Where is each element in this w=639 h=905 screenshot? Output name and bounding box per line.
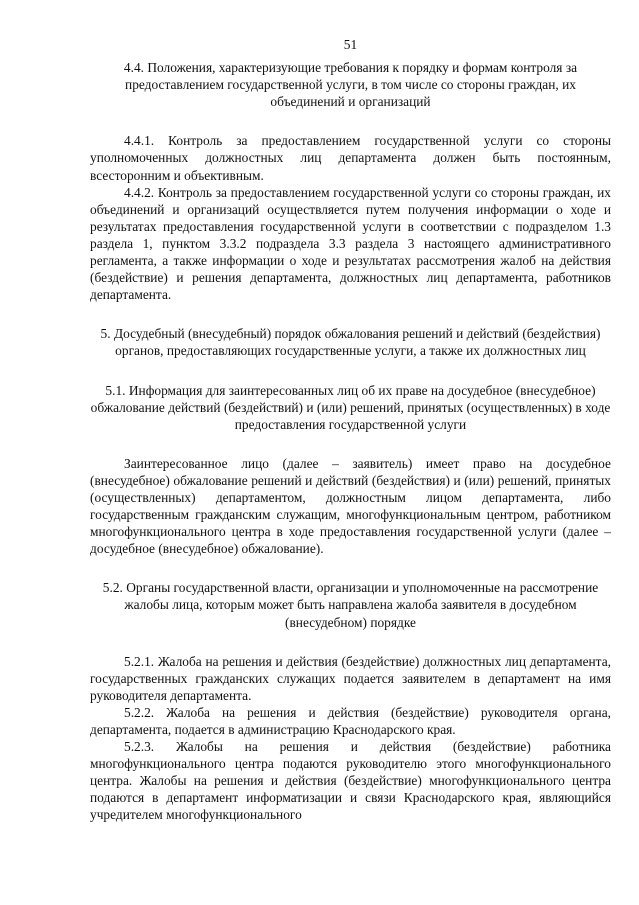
- paragraph-4-4-1: 4.4.1. Контроль за предоставлением государственной услуги со стороны уполномоченных должностных лиц департамента должен быть постоянным, всесторонним и объективным.: [90, 133, 611, 183]
- heading-5-2: 5.2. Органы государственной власти, организации и уполномоченные на рассмотрение жалобы лица, которым может быть направлена жалоба заявителя в досудебном (внесудебном) порядке: [102, 580, 599, 630]
- paragraph-5-2-2: 5.2.2. Жалоба на решения и действия (бездействие) руководителя органа, департамента, подается в администрацию Краснодарского края.: [90, 704, 611, 737]
- heading-5-1: 5.1. Информация для заинтересованных лиц об их праве на досудебное (внесудебное) обжалование действий (бездействий) и (или) решений, принятых (осуществленных) в ходе предоставления государственной услуги: [90, 382, 611, 432]
- paragraph-4-4-2: 4.4.2. Контроль за предоставлением государственной услуги со стороны граждан, их объединений и организаций осуществляется путем получения информации о ходе и результатах предоставления государственной услуги в соответствии с подразделом 1.3 раздела 1, пунктом 3.3.2 подраздела 3.3 раздела 3 настоящего административного регламента, а также информации о ходе и результатах рассмотрения жалоб на действия (бездействие) и решения департамента, должностных лиц департамента, работников департамента.: [90, 184, 611, 303]
- heading-section-5: 5. Досудебный (внесудебный) порядок обжалования решений и действий (бездействия) органов, предоставляющих государственные услуги, а также их должностных лиц: [100, 326, 601, 359]
- paragraph-5-2-3: 5.2.3. Жалобы на решения и действия (бездействие) работника многофункционального центра подаются руководителю этого многофункционального центра. Жалобы на решения и действия (бездействие) многофункционального центра подаются в департамент информатизации и связи Краснодарского края, являющийся учредителем многофункционального: [90, 739, 611, 823]
- paragraph-5-1: Заинтересованное лицо (далее – заявитель) имеет право на досудебное (внесудебное) обжалование решений и действий (бездействия) и (или) решений, принятых (осуществленных) департаментом, должностным лицом департамента, либо государственным гражданским служащим, многофункциональным центром, работником многофункционального центра в ходе предоставления государственной услуги (далее – досудебное (внесудебное) обжалование).: [90, 455, 611, 557]
- heading-4-4: 4.4. Положения, характеризующие требования к порядку и формам контроля за предоставлением государственной услуги, в том числе со стороны граждан, их объединений и организаций: [123, 60, 578, 110]
- page-number: 51: [343, 37, 358, 52]
- paragraph-5-2-1: 5.2.1. Жалоба на решения и действия (бездействие) должностных лиц департамента, государственных гражданских служащих подается заявителем в департамент на имя руководителя департамента.: [90, 653, 611, 703]
